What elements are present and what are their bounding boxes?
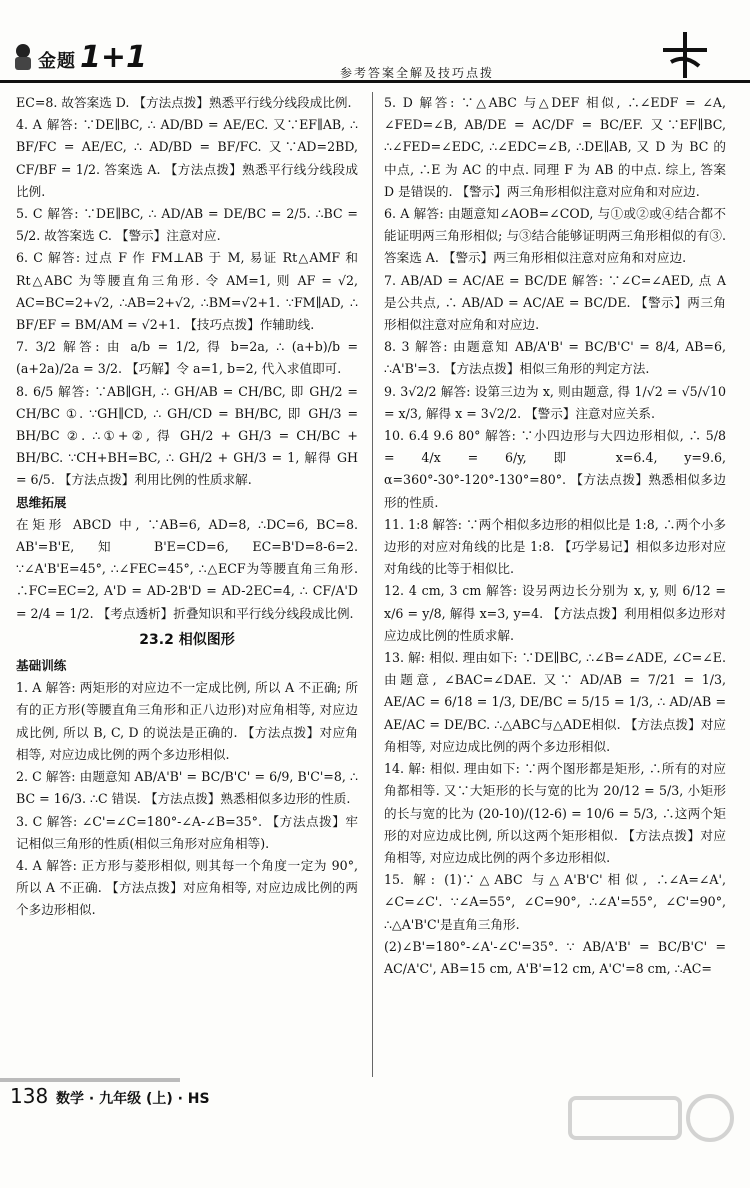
answer-item: 12. 4 cm, 3 cm 解答: 设另两边长分别为 x, y, 则 6/12 = x/6 = y/8, 解得 x=3, y=4. 【方法点拨】利用相似多边形对应边成比例的性质求解.	[384, 583, 726, 643]
header-rule	[0, 80, 750, 83]
answer-item: 4. A 解答: ∵DE∥BC, ∴ AD/BD = AE/EC. 又∵EF∥AB, ∴ BF/FC = AE/EC, ∴ AD/BD = BF/FC. 又∵AD=2BD, CF/BF = 1/2. 答案选 A. 【方法点拨】熟悉平行线分线段成比例.	[16, 117, 358, 199]
brand-logo	[38, 40, 147, 75]
mascot-icon	[10, 42, 36, 72]
answer-item: 13. 解: 相似. 理由如下: ∵DE∥BC, ∴∠B=∠ADE, ∠C=∠E. 由题意, ∠BAC=∠DAE. 又∵ AD/AB = 7/21 = 1/3, AE/AC = 6/18 = 1/3, DE/BC = 5/15 = 1/3, ∴ AD/AB = AE/AC = DE/BC. ∴△ABC与△ADE相似. 【方法点拨】对应角相等, 对应边成比例的两个多边形相似.	[384, 650, 726, 754]
page-footer	[0, 1078, 750, 1115]
answer-item: 10. 6.4 9.6 80° 解答: ∵小四边形与大四边形相似, ∴ 5/8 = 4/x = 6/y, 即 x=6.4, y=9.6, α=360°-30°-120°-130°=80°. 【方法点拨】熟悉相似多边形的性质.	[384, 428, 726, 510]
decorative-glyph-icon	[655, 30, 715, 80]
column-divider	[372, 92, 373, 1077]
answer-item: 在矩形 ABCD 中, ∵AB=6, AD=8, ∴DC=6, BC=8. AB'=B'E, 知 B'E=CD=6, EC=B'D=8-6=2. ∵∠A'B'E=45°, ∴∠FEC=45°, ∴△ECF为等腰直角三角形. ∴FC=EC=2, A'D = AD-2B'D = AD-2EC=4, ∴ CF/A'D = 2/4 = 1/2. 【考点透析】折叠知识和平行线分线段成比例.	[16, 516, 358, 621]
answer-item: 3. C 解答: ∠C'=∠C=180°-∠A-∠B=35°. 【方法点拨】牢记相似三角形的性质(相似三角形对应角相等).	[16, 813, 358, 851]
footer-bar	[0, 1078, 180, 1082]
answer-item: 6. C 解答: 过点 F 作 FM⊥AB 于 M, 易证 Rt△AMF 和 Rt△ABC 为等腰直角三角形. 令 AM=1, 则 AF = √2, AC=BC=2+√2, ∴AB=2+√2, ∴BM=√2+1. ∵FM∥AD, ∴ BF/EF = BM/AM = √2+1. 【技巧点拨】作辅助线.	[16, 250, 358, 333]
answer-item: 4. A 解答: 正方形与菱形相似, 则其每一个角度一定为 90°, 所以 A 不正确. 【方法点拨】对应角相等, 对应边成比例的两个多边形相似.	[16, 857, 358, 918]
answer-item: 9. 3√2/2 解答: 设第三边为 x, 则由题意, 得 1/√2 = √5/√10 = x/3, 解得 x = 3√2/2. 【警示】注意对应关系.	[384, 383, 726, 421]
subsection-heading: 基础训练	[16, 658, 67, 674]
answer-item: 8. 3 解答: 由题意知 AB/A'B' = BC/B'C' = 8/4, AB=6, ∴A'B'=3. 【方法点拨】相似三角形的判定方法.	[384, 339, 726, 377]
page-header	[0, 0, 750, 95]
answer-item: 8. 6/5 解答: ∵AB∥GH, ∴ GH/AB = CH/BC, 即 GH/2 = CH/BC ①. ∵GH∥CD, ∴ GH/CD = BH/BC, 即 GH/3 = BH/BC ②. ∴①+②, 得 GH/2 + GH/3 = CH/BC + BH/BC. ∵CH+BH=BC, ∴ GH/2 + GH/3 = 1, 解得 GH = 6/5. 【方法点拨】利用比例的性质求解.	[16, 383, 358, 488]
answer-item: 7. 3/2 解答: 由 a/b = 1/2, 得 b=2a, ∴ (a+b)/b = (a+2a)/2a = 3/2. 【巧解】令 a=1, b=2, 代入求值即可.	[16, 339, 358, 377]
section-heading: 23.2 相似图形	[139, 631, 235, 648]
answer-item: 15. 解: (1)∵△ABC 与△A'B'C'相似, ∴∠A=∠A', ∠C=∠C'. ∵∠A=55°, ∠C=90°, ∴∠A'=55°, ∠C'=90°, ∴△A'B'C'是直角三角形.	[384, 872, 726, 932]
answer-item: 2. C 解答: 由题意知 AB/A'B' = BC/B'C' = 6/9, B'C'=8, ∴ BC = 16/3. ∴C 错误. 【方法点拨】熟悉相似多边形的性质.	[16, 769, 358, 807]
left-column	[16, 92, 358, 922]
answer-item: EC=8. 故答案选 D. 【方法点拨】熟悉平行线分线段成比例.	[16, 95, 352, 110]
answer-item: 11. 1:8 解答: ∵两个相似多边形的相似比是 1:8, ∴两个小多边形的对应对角线的比是 1:8. 【巧学易记】相似多边形对应对角线的比等于相似比.	[384, 516, 726, 577]
brand-number: 1+1	[80, 40, 147, 75]
header-title: 参考答案全解及技巧点拨	[340, 66, 495, 80]
watermark-logo-icon	[560, 1088, 740, 1188]
answer-item: 5. D 解答: ∵△ABC 与△DEF 相似, ∴∠EDF = ∠A, ∠FED=∠B, AB/DE = AC/DF = BC/EF. 又∵EF∥BC, ∴∠FED=∠EDC, ∴∠EDC=∠B, ∴DE∥AB, 又 D 为 BC 的中点, ∴E 为 AC 的中点. 同理 F 为 AB 的中点. 综上, 答案 D 是错误的. 【警示】两三角形相似注意对应角和对应边.	[384, 95, 726, 199]
answer-item: 14. 解: 相似. 理由如下: ∵两个图形都是矩形, ∴所有的对应角都相等. 又∵大矩形的长与宽的比为 20/12 = 5/3, 小矩形的长与宽的比为 (20-10)/(12-6) = 10/6 = 5/3, ∴这两个矩形的对应边成比例, 所以这两个矩形相似. 【方法点拨】对应角相等, 对应边成比例的两个多边形相似.	[384, 761, 726, 865]
brand-name: 金题	[38, 51, 76, 72]
answer-item: 7. AB/AD = AC/AE = BC/DE 解答: ∵∠C=∠AED, 点 A 是公共点, ∴ AB/AD = AC/AE = BC/DE. 【警示】两三角形相似注意对应角和对应边.	[384, 272, 726, 333]
right-column	[384, 92, 726, 980]
answer-item: (2)∠B'=180°-∠A'-∠C'=35°. ∵ AB/A'B' = BC/B'C' = AC/A'C', AB=15 cm, A'B'=12 cm, A'C'=8 cm, ∴AC=	[384, 938, 726, 976]
page-number: 138	[10, 1084, 49, 1108]
subsection-heading: 思维拓展	[16, 494, 67, 510]
answer-item: 5. C 解答: ∵DE∥BC, ∴ AD/AB = DE/BC = 2/5. ∴BC = 5/2. 故答案选 C. 【警示】注意对应.	[16, 206, 358, 244]
footer-subject: 数学 · 九年级 (上) · HS	[56, 1091, 210, 1107]
answer-item: 6. A 解答: 由题意知∠AOB=∠COD, 与①或②或④结合都不能证明两三角形相似; 与③结合能够证明两三角形相似的有③. 答案选 A. 【警示】两三角形相似注意对应角和对应边.	[384, 206, 726, 266]
answer-item: 1. A 解答: 两矩形的对应边不一定成比例, 所以 A 不正确; 所有的正方形(等腰直角三角形和正八边形)对应角相等, 对应边成比例, 所以 B, C, D 的说法是正确的. 【方法点拨】对应角相等, 对应边成比例的两个多边形相似.	[16, 680, 358, 762]
